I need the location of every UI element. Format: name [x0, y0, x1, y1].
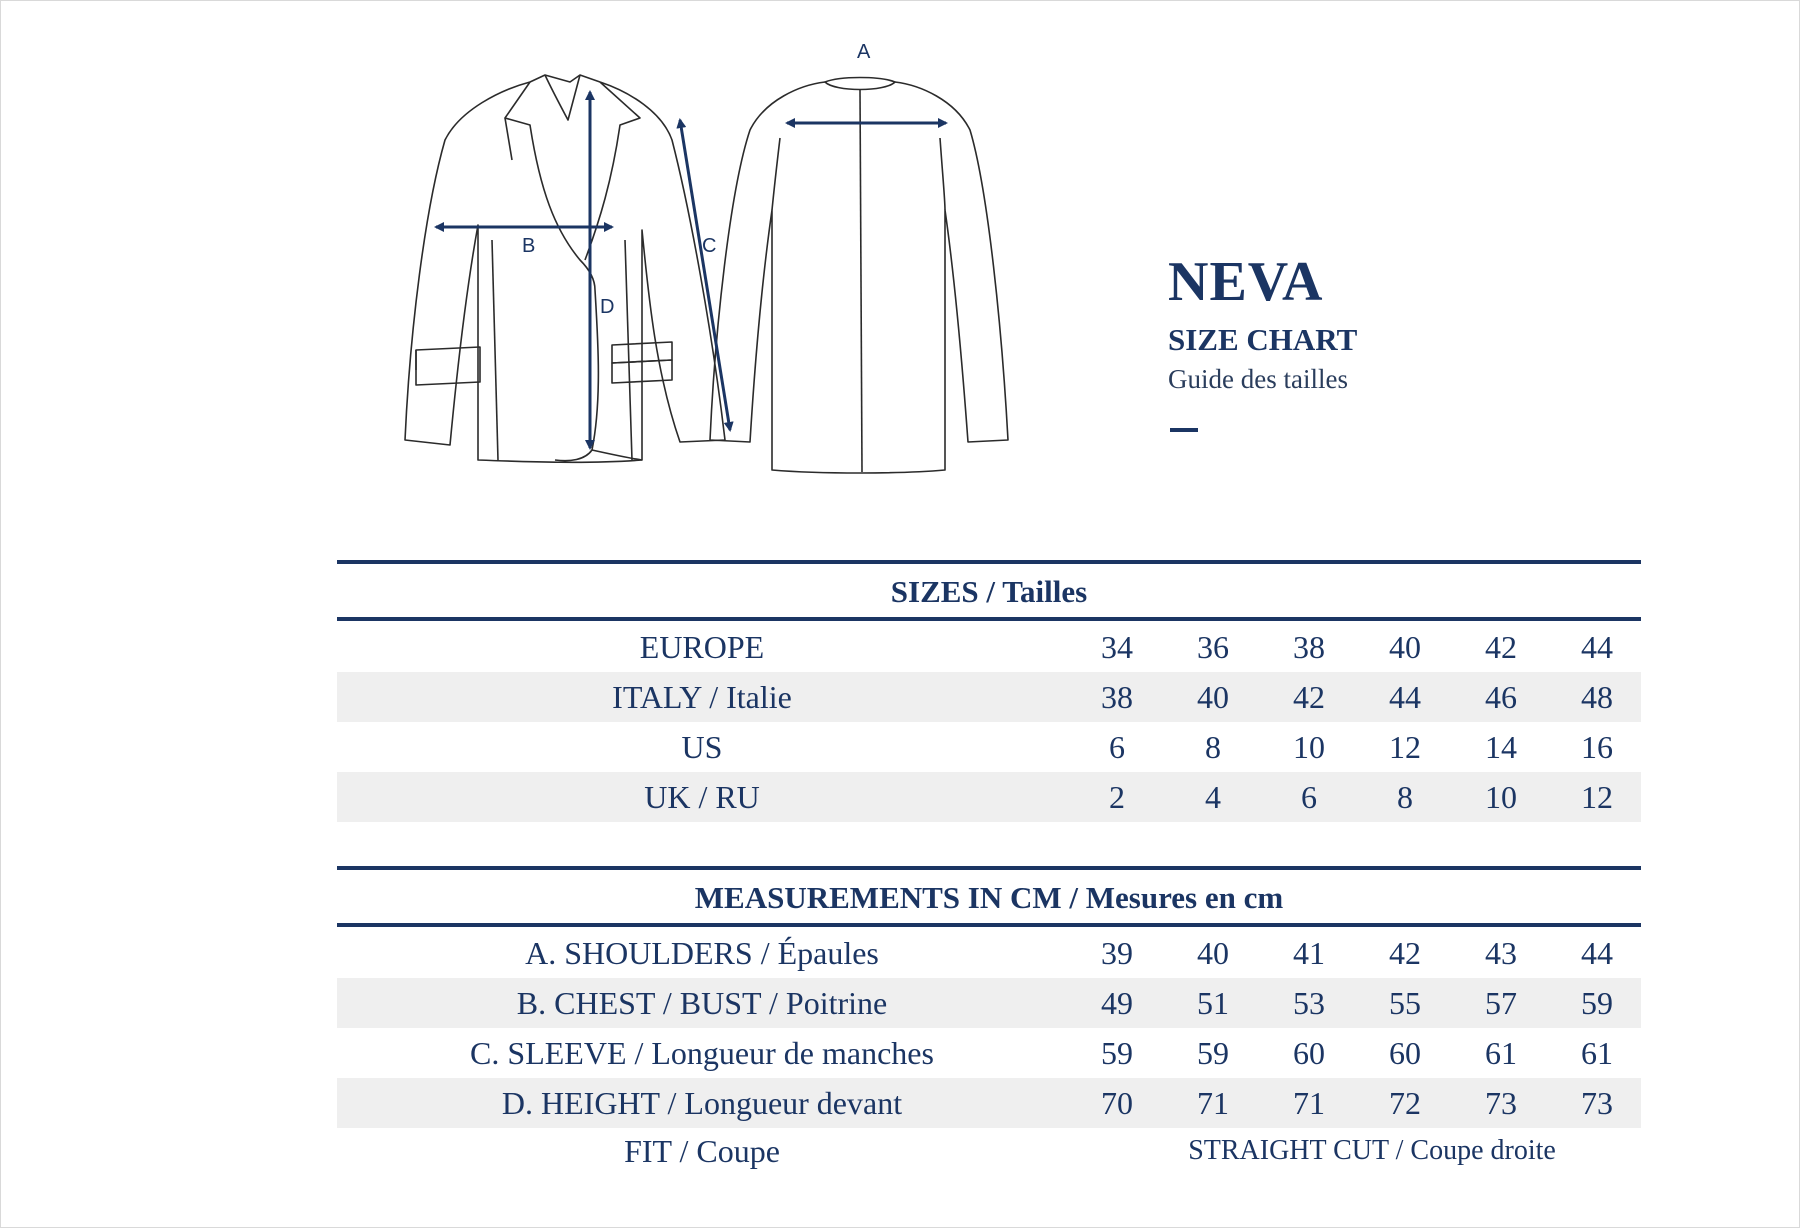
table-rule-mid: [337, 617, 1641, 621]
table-cell: 72: [1389, 1085, 1421, 1121]
jacket-diagram: [380, 30, 1100, 490]
table-cell: 43: [1485, 935, 1517, 971]
table-cell: 38: [1101, 679, 1133, 715]
table-cell: 71: [1293, 1085, 1325, 1121]
row-label: C. SLEEVE / Longueur de manches: [470, 1035, 934, 1071]
table-cell: 10: [1293, 729, 1325, 765]
table-rule-mid: [337, 923, 1641, 927]
table-cell: 42: [1389, 935, 1421, 971]
label-c: C: [702, 235, 717, 257]
row-label: ITALY / Italie: [612, 679, 792, 715]
table-cell: 61: [1485, 1035, 1517, 1071]
fit-row: [337, 1126, 1641, 1176]
table-cell: 8: [1205, 729, 1221, 765]
table-cell: 34: [1101, 629, 1133, 665]
row-label: B. CHEST / BUST / Poitrine: [516, 985, 888, 1021]
table-rule-top: [337, 560, 1641, 564]
jacket-back-icon: [710, 78, 1008, 474]
table-cell: 40: [1197, 935, 1229, 971]
table-cell: 60: [1389, 1035, 1421, 1071]
table-cell: 48: [1581, 679, 1613, 715]
table-cell: 59: [1197, 1035, 1229, 1071]
label-b: B: [522, 235, 536, 257]
fit-value: STRAIGHT CUT / Coupe droite: [1188, 1135, 1556, 1166]
table-cell: 49: [1101, 985, 1133, 1021]
table-row: [337, 722, 1641, 772]
table-cell: 6: [1301, 779, 1317, 815]
table-row: [337, 1078, 1641, 1128]
table-row: [337, 978, 1641, 1028]
table-cell: 12: [1581, 779, 1613, 815]
table-cell: 8: [1397, 779, 1413, 815]
table-cell: 14: [1485, 729, 1517, 765]
table-cell: 53: [1293, 985, 1325, 1021]
table-cell: 40: [1389, 629, 1421, 665]
row-label: EUROPE: [639, 629, 765, 665]
table-cell: 42: [1293, 679, 1325, 715]
table-cell: 61: [1581, 1035, 1613, 1071]
table-cell: 44: [1581, 629, 1613, 665]
table-rule-top: [337, 866, 1641, 870]
table-cell: 42: [1485, 629, 1517, 665]
table-cell: 36: [1197, 629, 1229, 665]
table-cell: 59: [1101, 1035, 1133, 1071]
table-cell: 73: [1581, 1085, 1613, 1121]
table-cell: 12: [1389, 729, 1421, 765]
table-cell: 70: [1101, 1085, 1133, 1121]
row-label: UK / RU: [644, 779, 760, 815]
table-cell: 4: [1205, 779, 1221, 815]
table-cell: 51: [1197, 985, 1229, 1021]
table-cell: 2: [1109, 779, 1125, 815]
table-cell: 44: [1389, 679, 1421, 715]
row-label: US: [681, 729, 723, 765]
table-cell: 10: [1485, 779, 1517, 815]
table-row: [337, 672, 1641, 722]
table-cell: 71: [1197, 1085, 1229, 1121]
table-row: [337, 622, 1641, 672]
table-cell: 44: [1581, 935, 1613, 971]
table-row: [337, 772, 1641, 822]
table-cell: 6: [1109, 729, 1125, 765]
table-row: [337, 1028, 1641, 1078]
table-cell: 57: [1485, 985, 1517, 1021]
table-cell: 55: [1389, 985, 1421, 1021]
table-cell: 60: [1293, 1035, 1325, 1071]
table-cell: 40: [1197, 679, 1229, 715]
label-d: D: [600, 296, 615, 318]
table-row: [337, 928, 1641, 978]
fit-label: FIT / Coupe: [624, 1133, 780, 1169]
table-cell: 16: [1581, 729, 1613, 765]
table-cell: 38: [1293, 629, 1325, 665]
sizes-table-header: SIZES / Tailles: [890, 574, 1088, 609]
measurements-table-header: MEASUREMENTS IN CM / Mesures en cm: [694, 880, 1284, 915]
title-divider: [1170, 428, 1198, 432]
size-chart-title: SIZE CHART: [1168, 322, 1358, 357]
label-a: A: [857, 41, 871, 63]
table-cell: 73: [1485, 1085, 1517, 1121]
size-chart-subtitle: Guide des tailles: [1168, 364, 1348, 394]
jacket-front-icon: [405, 75, 725, 462]
row-label: D. HEIGHT / Longueur devant: [501, 1085, 903, 1121]
table-cell: 46: [1485, 679, 1517, 715]
row-label: A. SHOULDERS / Épaules: [525, 935, 879, 971]
table-cell: 59: [1581, 985, 1613, 1021]
table-cell: 39: [1101, 935, 1133, 971]
table-cell: 41: [1293, 935, 1325, 971]
product-name: NEVA: [1168, 251, 1324, 313]
